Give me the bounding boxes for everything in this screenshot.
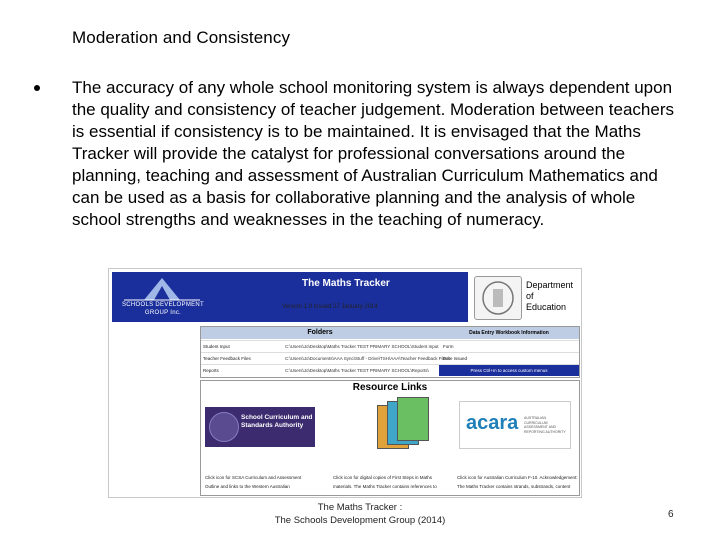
acara-caption: Click icon for Australian Curriculum F-10. Acknowledgement: The Maths Tracker contains strands, substrands, content xyxy=(457,475,578,489)
scsa-emblem-icon xyxy=(209,412,239,442)
bullet-text: The accuracy of any whole school monitoring system is always dependent upon the quality and consistency of teacher judgement. Moderation between teachers is essential if consistency is to be maintained. It is envisaged that the Maths Tracker will provide the catalyst for professional conversations around the planning, teaching and assessment of Australian Curriculum Mathematics and can be used as a basis for collaborative planning and the analysis of whole school strengths and weaknesses in the teaching of numeracy. xyxy=(72,78,674,229)
bullet-point xyxy=(34,77,684,231)
mountain-logo-icon xyxy=(114,274,210,302)
folder-row[interactable]: Student Input C:\Users\Jo\Desktop\Maths Tracker TEST PRIMARY SCHOOL\Student Input Form xyxy=(201,340,579,352)
acara-logo-text: acara xyxy=(466,412,519,434)
workbook-info-header: Data Entry Workbook Information xyxy=(439,327,579,339)
first-steps-books-icon[interactable] xyxy=(377,397,437,453)
slide-footer xyxy=(230,501,490,527)
maths-tracker-screenshot xyxy=(108,268,582,498)
folder-row[interactable]: Teacher Feedback Files C:\Users\Jo\Documents\AAA Sync\Stuff - Drive\TSH\AAA\Teacher Feedback Files\ Date Issued xyxy=(201,352,579,364)
page-number: 6 xyxy=(668,509,674,520)
crest-icon xyxy=(474,276,522,320)
custom-menus-hint: Press Ctrl+m to access custom menus xyxy=(439,365,579,376)
scsa-name: School Curriculum and Standards Authority xyxy=(241,414,313,429)
sdg-logo-line2: GROUP Inc. xyxy=(144,310,182,316)
footer-line2: The Schools Development Group (2014) xyxy=(274,515,446,526)
scsa-caption: Click icon for SCSA Curriculum and Assessment Outline and links to the Western Australian xyxy=(205,475,302,489)
folders-panel xyxy=(200,326,580,378)
resource-links-panel xyxy=(200,380,580,496)
screenshot-canvas xyxy=(112,272,578,494)
department-logo xyxy=(468,272,578,322)
footer-line1: The Maths Tracker : xyxy=(317,502,403,513)
tracker-title: The Maths Tracker xyxy=(302,278,390,289)
tracker-header-bar xyxy=(112,272,468,322)
first-steps-caption: Click icon for digital copies of First Steps in Maths materials. The Maths Tracker contains references to xyxy=(333,475,437,489)
version-label: Version 1.9 Issued 27 January 2014 xyxy=(282,304,378,310)
bullet-dot xyxy=(34,85,40,91)
scsa-link[interactable] xyxy=(205,407,315,447)
resource-links-title: Resource Links xyxy=(352,382,428,393)
department-name: Department of Education xyxy=(526,280,574,312)
folder-row[interactable]: Reports C:\Users\Jo\Desktop\Maths Tracker TEST PRIMARY SCHOOL\Reports\ Press Ctrl+m to access custom menus xyxy=(201,364,579,376)
slide-title: Moderation and Consistency xyxy=(72,28,291,47)
sdg-logo xyxy=(114,274,210,318)
acara-link[interactable] xyxy=(459,401,571,449)
sdg-logo-line1: SCHOOLS DEVELOPMENT xyxy=(121,302,205,308)
folders-header: Folders xyxy=(201,327,439,339)
acara-subtitle: AUSTRALIAN CURRICULUM ASSESSMENT AND REPORTING AUTHORITY xyxy=(524,416,566,434)
